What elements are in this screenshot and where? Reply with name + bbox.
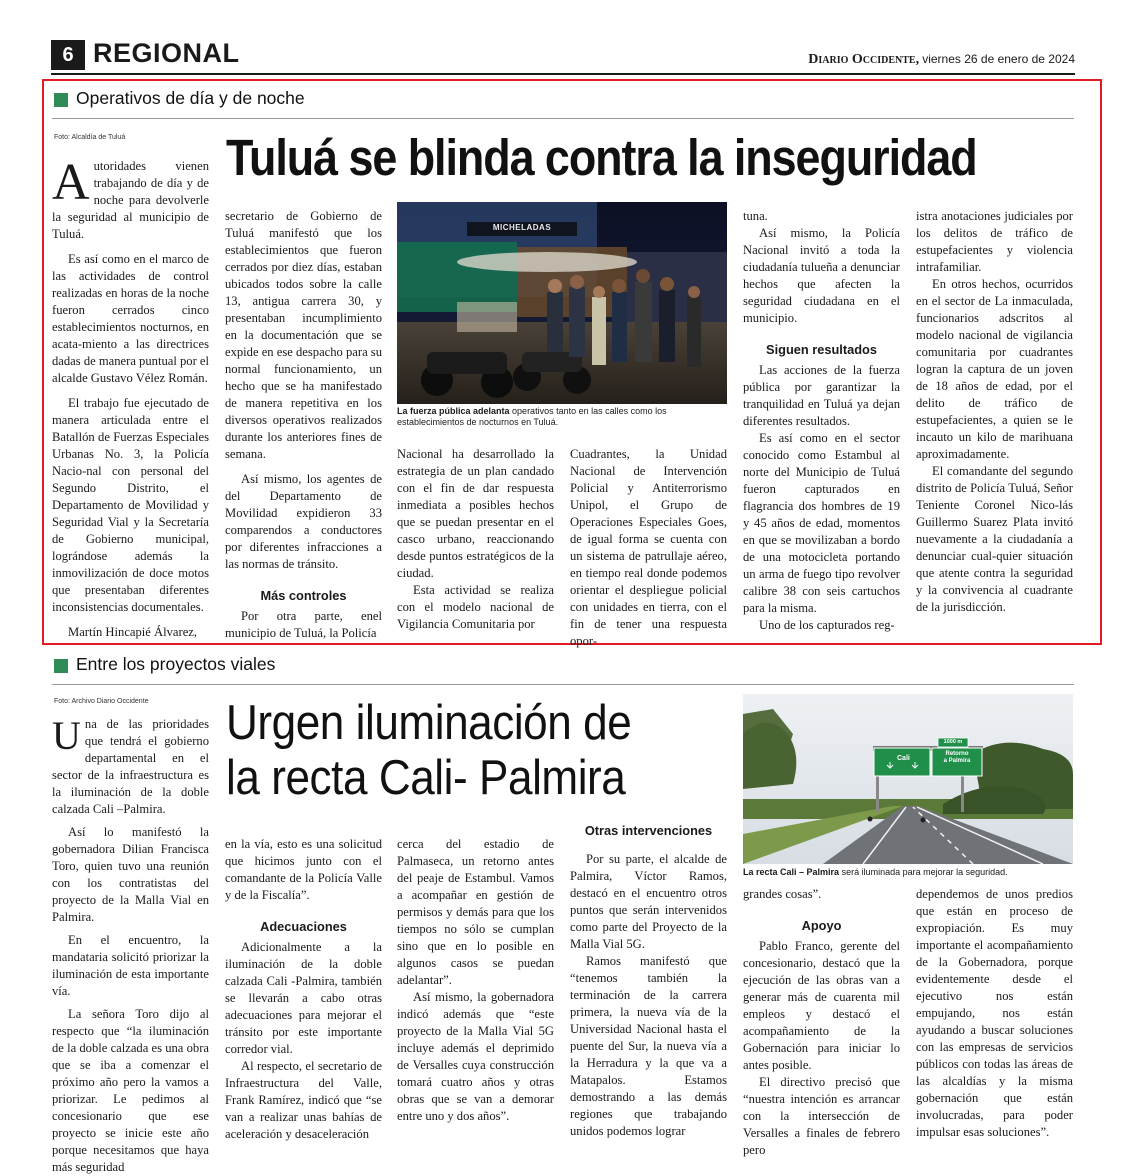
lead-paragraph: Una de las prioridades que tendrá el gobierno departamental en el sector de la infraestructura es la iluminación de la doble calzada Cali –Palmira. <box>52 713 209 816</box>
paragraph: El directivo precisó que “nuestra intención es arrancar con la intersección de Versalles a finales de febrero pero <box>743 1075 900 1157</box>
subhead: Más controles <box>260 588 347 603</box>
caption-bold: La fuerza pública adelanta <box>397 406 510 416</box>
kicker-text: Entre los proyectos viales <box>76 654 276 674</box>
photo-caption-1 <box>397 406 727 428</box>
section-title: REGIONAL <box>93 38 240 68</box>
dropcap: A <box>52 154 90 211</box>
article1-col5 <box>743 208 900 634</box>
article1-col1 <box>52 154 210 641</box>
paragraph: Al respecto, el secretario de Infraestructura del Valle, Frank Ramírez, indicó que “se van a realizar unas bahías de aceleración y desaceleración <box>225 1059 382 1141</box>
photo-highway <box>743 694 1073 864</box>
photo-sign: MICHELADAS <box>492 223 552 232</box>
paragraph: Adicionalmente a la iluminación de la doble calzada Cali -Palmira, también se llevarán a cabo otras adecuaciones para mejorar el tránsito por este importante corredor vial. <box>225 940 382 1056</box>
kicker-rule-1 <box>52 118 1074 119</box>
photo-operativo <box>397 202 727 404</box>
article2-col6 <box>916 886 1073 1141</box>
kicker-square <box>54 659 68 673</box>
lead-paragraph: Autoridades vienen trabajando de día y de noche para devolverle la seguridad al municipio de Tuluá. <box>52 154 209 241</box>
paragraph: En otros hechos, ocurridos en el sector de La inmaculada, funcionarios adscritos al modelo nacional de vigilancia comunitaria por cuadrantes logran la captura de un joven de 18 años de edad, por el delito de tráfico de estupefacientes, a quien se le incauto un kilo de marihuana aproximadamente. <box>916 277 1073 461</box>
sign-right-text <box>934 751 980 765</box>
paragraph: El trabajo fue ejecutado de manera articulada entre el Batallón de Fuerzas Especiales Urbanas No. 3, la Policía Nacio-nal con personal del Segundo Distrito, el Departamento de Movilidad y Seguridad Vial y la Secretaría de Gobierno municipal, lográndose además la inmovilización de doce motos que presentaban diferentes inconsistencias documentales. <box>52 396 209 614</box>
sign-right-line1: Retorno <box>945 751 969 757</box>
paragraph: Así lo manifestó la gobernadora Dilian Francisca Toro, quien tuvo una reunión con los contratistas del proyecto de la Malla Vial en Palmira. <box>52 825 209 924</box>
issue-date: viernes 26 de enero de 2024 <box>922 52 1075 66</box>
paragraph: Uno de los capturados reg- <box>759 618 895 632</box>
photo-credit-1: Foto: Alcaldía de Tuluá <box>54 134 126 141</box>
paragraph: grandes cosas”. <box>743 887 822 901</box>
sign-distance: 1000 m <box>943 739 963 745</box>
article1-col4 <box>570 446 727 650</box>
masthead-name: Diario Occidente, <box>808 52 920 67</box>
kicker-square <box>54 93 68 107</box>
paragraph: Nacional ha desarrollado la estrategia de un plan candado con el fin de dar respuesta inmediata a posibles hechos que se puedan presentar en el casco urbano, reaccionando desde puntos estratégicos de la ciudad. <box>397 447 554 580</box>
article1-col2 <box>225 208 382 642</box>
dropcap: U <box>52 713 81 758</box>
paragraph: Por su parte, el alcalde de Palmira, Víctor Ramos, destacó en el encuentro otros puntos que serán intervenidos como parte del Proyecto de la Malla Vial 5G. <box>570 852 727 951</box>
paragraph: Las acciones de la fuerza pública por garantizar la tranquilidad en Tuluá ya dejan diferentes resultados. <box>743 363 900 428</box>
paragraph: tuna. <box>743 209 768 223</box>
page-header <box>51 36 1075 76</box>
paragraph: Así mismo, la Policía Nacional invitó a toda la ciudadanía tulueña a denunciar hechos que afecten la seguridad ciudadana en el municipio. <box>743 226 900 325</box>
photo-credit-2: Foto: Archivo Diario Occidente <box>54 698 149 705</box>
article2-col4 <box>570 810 727 1140</box>
article2-col2 <box>225 836 382 1143</box>
page-number-badge: 6 <box>51 40 85 70</box>
kicker-1 <box>54 88 305 109</box>
paragraph: Por otra parte, enel municipio de Tuluá, la Policía <box>225 609 382 640</box>
sign-left-text: Cali <box>897 755 910 762</box>
article2-col5 <box>743 886 900 1159</box>
paragraph: Martín Hincapié Álvarez, <box>68 625 198 639</box>
headline-2 <box>226 696 631 806</box>
paragraph: Ramos manifestó que “tenemos también la terminación de la carrera primera, la nueva vía de la Universidad Nacional hasta el puente del Sur, la nueva vía a la Herradura y la que va a Matapalos. Estamos demostrando a las demás regiones que trabajando unidos podemos lograr <box>570 954 727 1138</box>
paragraph: en la vía, esto es una solicitud que hicimos junto con el comandante de la Policía Valle y de la Fiscalía”. <box>225 837 382 902</box>
kicker-rule-2 <box>52 684 1074 685</box>
header-rule <box>51 73 1075 75</box>
article1-col3 <box>397 446 554 633</box>
paragraph: secretario de Gobierno de Tuluá manifestó que los establecimientos que fueron cerrados por diez días, estaban ubicados todos sobre la calle 13, antigua carrera 30, y presentaban incumplimiento en la documentación que se expide en ese despacho para su normal funcionamiento, un hecho que se ha manifestado de manera repetitiva en los diversos operativos realizados durante los anteriores fines de semana. <box>225 209 383 461</box>
subhead: Otras intervenciones <box>584 823 713 838</box>
night-street-photo <box>397 202 727 404</box>
paragraph: El comandante del segundo distrito de Policía Tuluá, Señor Teniente Coronel Nico-lás Guillermo Suarez Plata invitó nuevamente a la ciudadanía a denunciar cual-quier situación que atente contra la seguridad y la convivencia al cuadrante de la jurisdicción. <box>916 464 1073 614</box>
photo-caption-2 <box>743 867 1073 878</box>
paragraph: Cuadrantes, la Unidad Nacional de Intervención Policial y Antiterrorismo Unipol, el Grupo de Operaciones Especiales Goes, de igual forma se cuenta con un sistema de patrullaje aéreo, en tiempo real donde podemos orientar el despliegue policial con unidades en tierra, con el fin de tener una respuesta opor- <box>570 447 727 648</box>
paragraph: cerca del estadio de Palmaseca, un retorno antes del peaje de Estambul. Vamos a acompañar en gestión de permisos y demás para que los tiempos no sólo se cumplan sino que en lo posible en algunos casos se puedan adelantar”. <box>397 837 554 987</box>
article2-col3 <box>397 836 554 1125</box>
sign-right-line2: a Palmira <box>943 758 971 764</box>
article1-col6 <box>916 208 1073 616</box>
paragraph: dependemos de unos predios que están en proceso de expropiación. Es muy importante el acompañamiento de la Gobernadora, porque evidentemente desde el ejecutivo nos están empujando, nos están ayudando a buscar soluciones con las empresas de servicios públicos con todas las áreas de las alcaldías y la misma gobernación que están involucradas, para poder impulsar esas soluciones”. <box>916 887 1073 1139</box>
paragraph: La señora Toro dijo al respecto que “la iluminación de la doble calzada es una obra que se iba a comenzar el próximo año pero la vamos a priorizar. Le pedimos al concesionario que ese proyecto se inicie este año porque necesitamos que haya más seguridad <box>52 1007 209 1174</box>
paragraph: Es así como en el marco de las actividades de control realizadas en horas de la noche fueron cerrados cinco establecimientos nocturnos, en acata-miento a las directrices dadas de manera puntual por el alcalde Gustavo Vélez Román. <box>52 252 210 385</box>
paragraph: En el encuentro, la mandataria solicitó priorizar la iluminación de esta importante vía. <box>52 933 209 998</box>
headline-2-line2: la recta Cali- Palmira <box>226 751 626 805</box>
paragraph: istra anotaciones judiciales por los delitos de tráfico de estupefacientes y violencia intrafamiliar. <box>916 209 1073 274</box>
caption-text: operativos tanto en las calles como los establecimientos de nocturnos en Tuluá. <box>397 406 667 427</box>
paragraph: Esta actividad se realiza con el modelo nacional de Vigilancia Comunitaria por <box>397 583 554 631</box>
paragraph: Pablo Franco, gerente del concesionario, destacó que la ejecución de las obras van a generar más de cuarenta mil empleos y destacó el acompañamiento de la Gobernación para iniciar lo antes posible. <box>743 939 900 1072</box>
caption-bold: La recta Cali – Palmira <box>743 867 840 877</box>
subhead: Siguen resultados <box>766 342 877 357</box>
kicker-2 <box>54 654 275 675</box>
headline-2-line1: Urgen iluminación de <box>226 696 632 750</box>
article2-col1 <box>52 713 209 1176</box>
paragraph: Así mismo, la gobernadora indicó además que “este proyecto de la Malla Vial 5G incluye además el deprimido de Versalles cuya construcción tomará cuatro años y otras obras que se van a demorar entre uno y dos años”. <box>397 990 554 1123</box>
paragraph: Así mismo, los agentes de del Departamento de Movilidad expidieron 33 comparendos a conductores por diferentes infracciones a las normas de tránsito. <box>225 472 382 571</box>
kicker-text: Operativos de día y de noche <box>76 88 305 108</box>
subhead: Apoyo <box>801 918 842 933</box>
subhead: Adecuaciones <box>260 919 347 934</box>
highway-photo <box>743 694 1073 864</box>
headline-1: Tuluá se blinda contra la inseguridad <box>226 129 977 186</box>
masthead-line <box>808 52 1075 68</box>
paragraph: Es así como en el sector conocido como Estambul al norte del Municipio de Tuluá fueron capturados en flagrancia dos hombres de 19 y 45 años de edad, momentos en que se movilizaban a bordo de una motocicleta portando un arma de fuego tipo revolver calibre 38 con seis cartuchos para la misma. <box>743 431 900 615</box>
caption-text: será iluminada para mejorar la seguridad. <box>841 867 1008 877</box>
